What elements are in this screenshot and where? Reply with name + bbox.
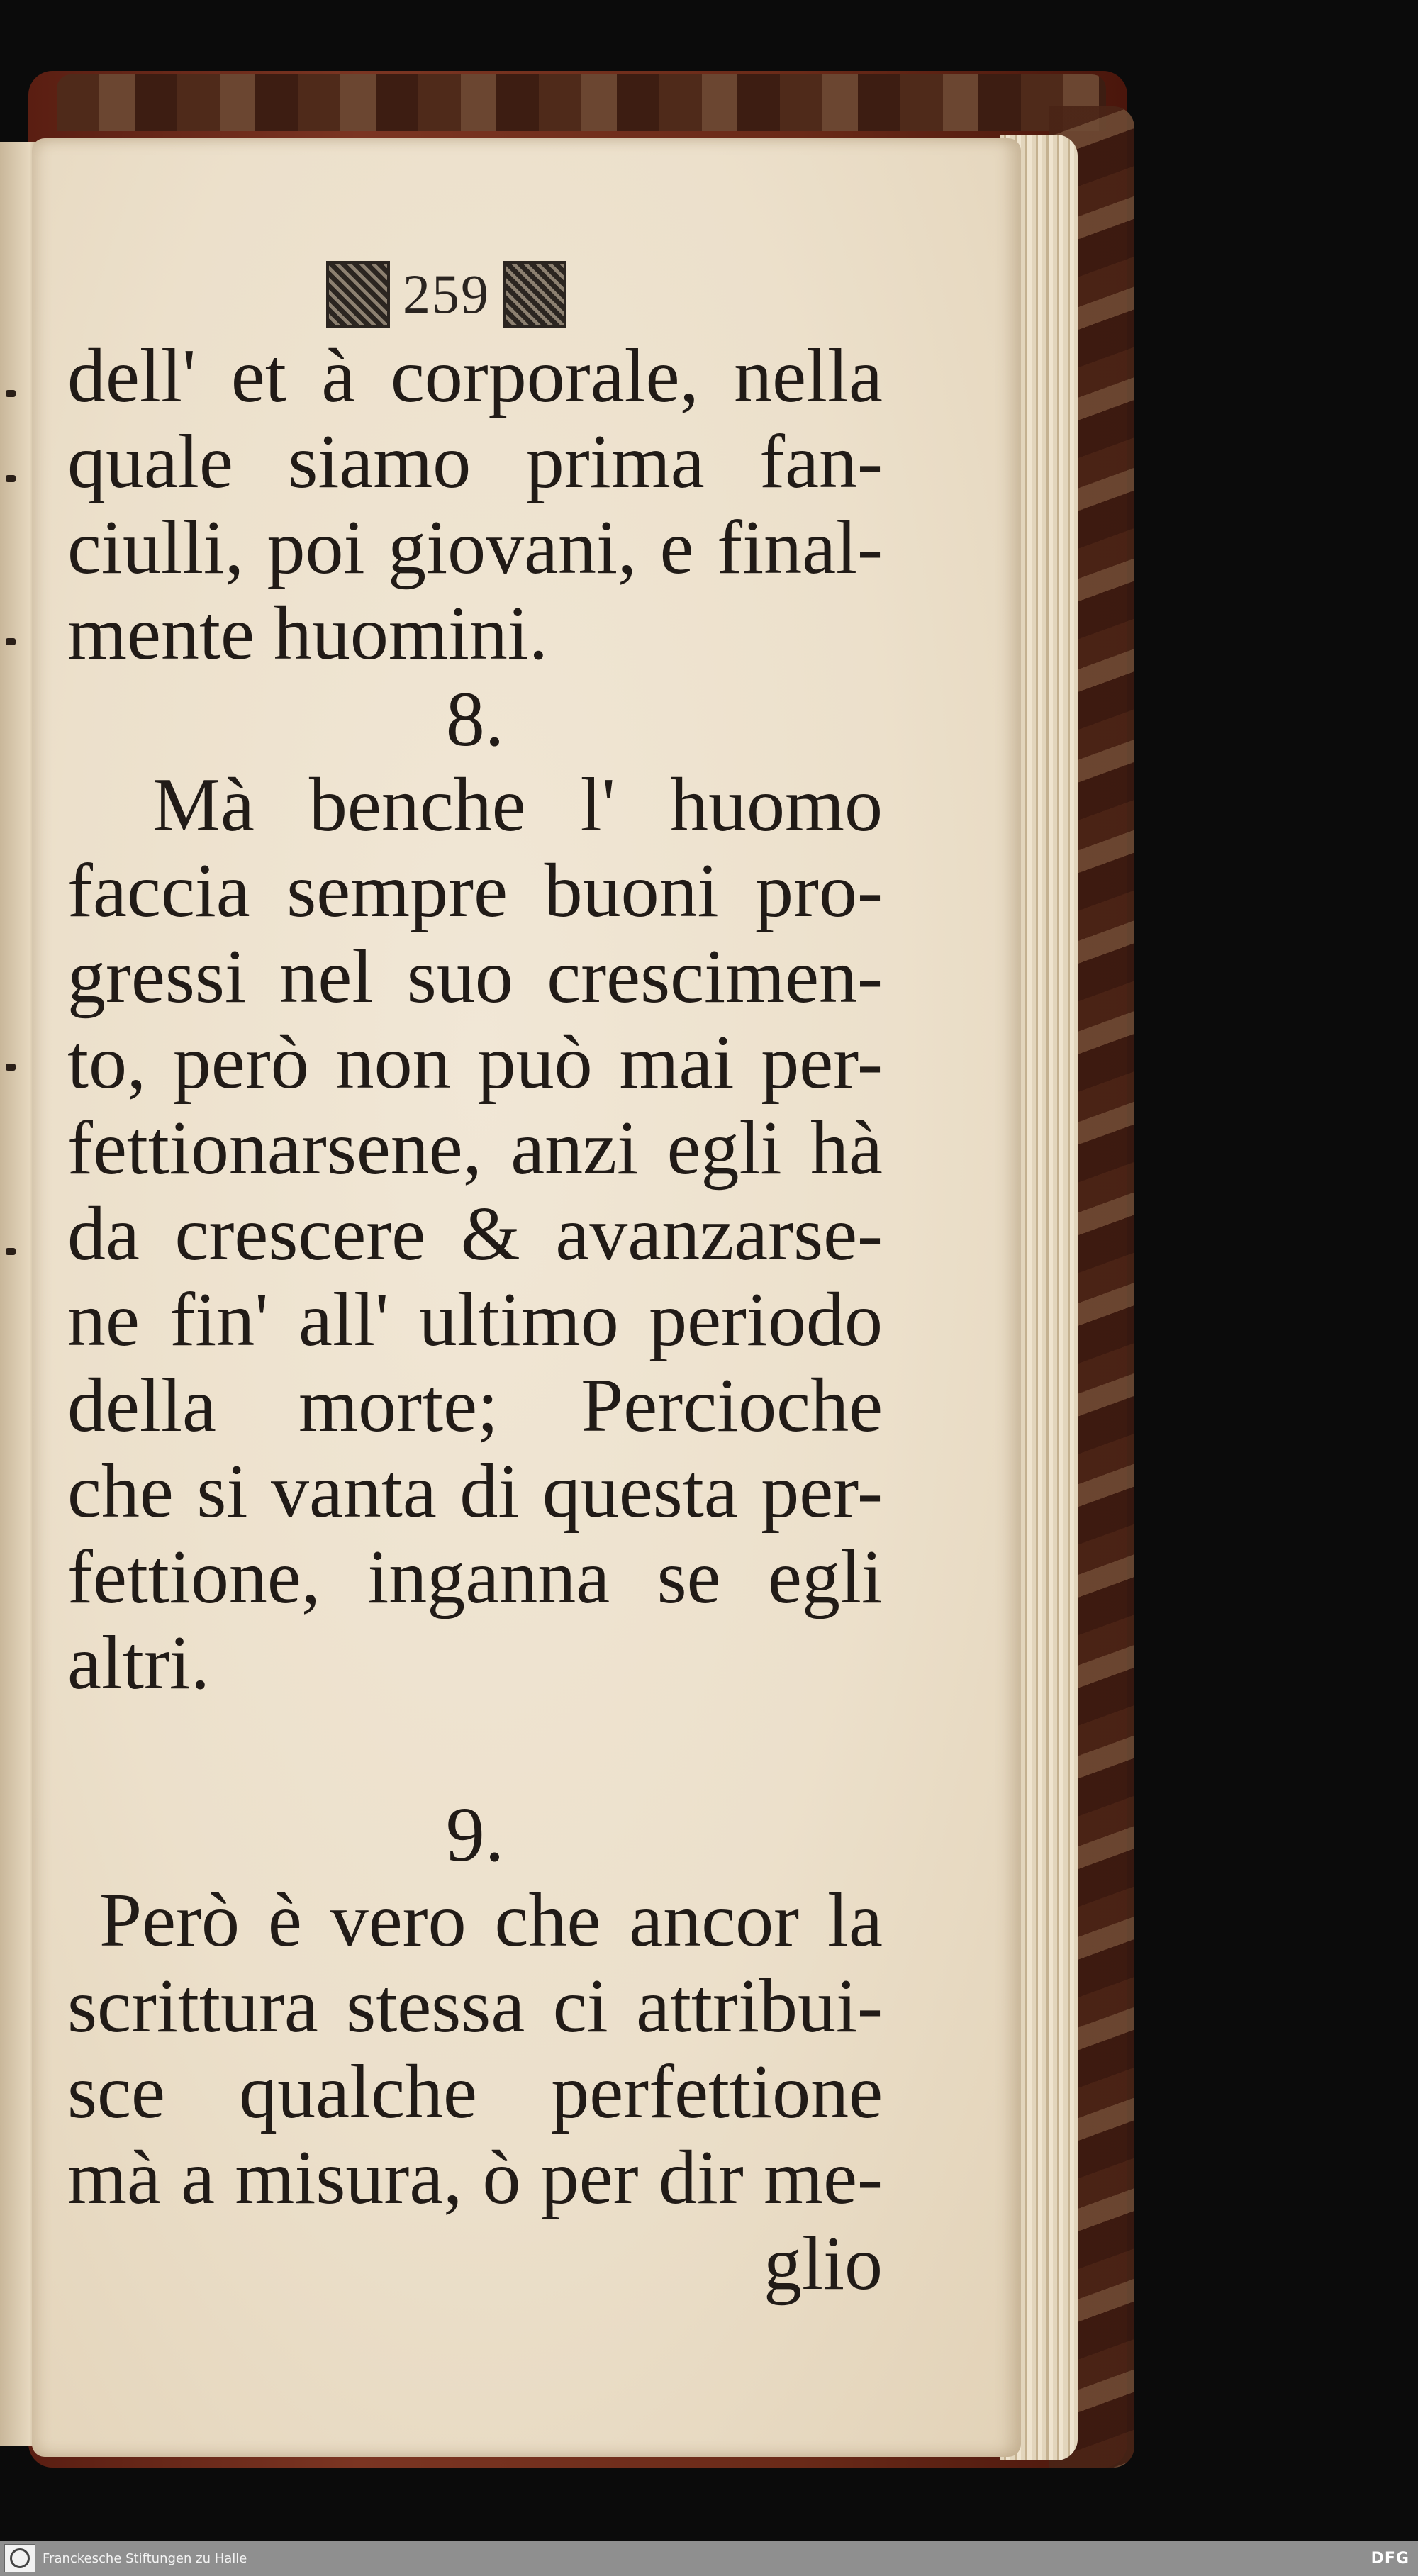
- text-line: altri.: [67, 1621, 210, 1705]
- blank-line: [67, 1706, 883, 1792]
- text-line: mà a misura, ò per dir me-: [67, 2136, 883, 2220]
- section-number: 9.: [445, 1791, 505, 1878]
- institution-name: Franckesche Stiftungen zu Halle: [43, 2550, 247, 2566]
- text-line: quale siamo prima fan-: [67, 420, 883, 504]
- text-line: fettione, inganna se egli: [67, 1535, 883, 1619]
- dfg-logo: DFG: [1370, 2549, 1409, 2567]
- page-number: 259: [403, 263, 490, 325]
- page-header: [326, 255, 624, 333]
- facing-page-hyphen-marks: [0, 340, 28, 1404]
- ornament-right-icon: [503, 261, 566, 328]
- text-line: da crescere & avanzarse-: [67, 1192, 883, 1276]
- text-line: scrittura stessa ci attribui-: [67, 1964, 883, 2048]
- footer-bar: [0, 2541, 1418, 2576]
- text-line: ne fin' all' ultimo periodo: [67, 1278, 883, 1362]
- institution-logo-icon: [4, 2544, 35, 2572]
- text-line: della morte; Percioche: [67, 1364, 883, 1448]
- text-line: sce qualche perfettione: [67, 2050, 883, 2134]
- book-cover-top-edge: [57, 74, 1106, 131]
- section-number: 8.: [445, 676, 505, 762]
- ornament-left-icon: [326, 261, 390, 328]
- text-line: dell' et à corporale, nella: [67, 334, 883, 418]
- text-line: mente huomini.: [67, 591, 548, 676]
- text-line: Però è vero che ancor la: [99, 1878, 883, 1963]
- catchword: glio: [763, 2221, 883, 2306]
- text-line: faccia sempre buoni pro-: [67, 849, 883, 933]
- page-text: [67, 333, 883, 2307]
- footer-left: [0, 2544, 247, 2572]
- text-line: gressi nel suo crescimen-: [67, 935, 883, 1019]
- text-line: fettionarsene, anzi egli hà: [67, 1106, 883, 1191]
- text-line: to, però non può mai per-: [67, 1020, 883, 1105]
- text-line: che si vanta di questa per-: [67, 1449, 883, 1534]
- text-line: Mà benche l' huomo: [152, 763, 883, 847]
- text-line: ciulli, poi giovani, e final-: [67, 506, 883, 590]
